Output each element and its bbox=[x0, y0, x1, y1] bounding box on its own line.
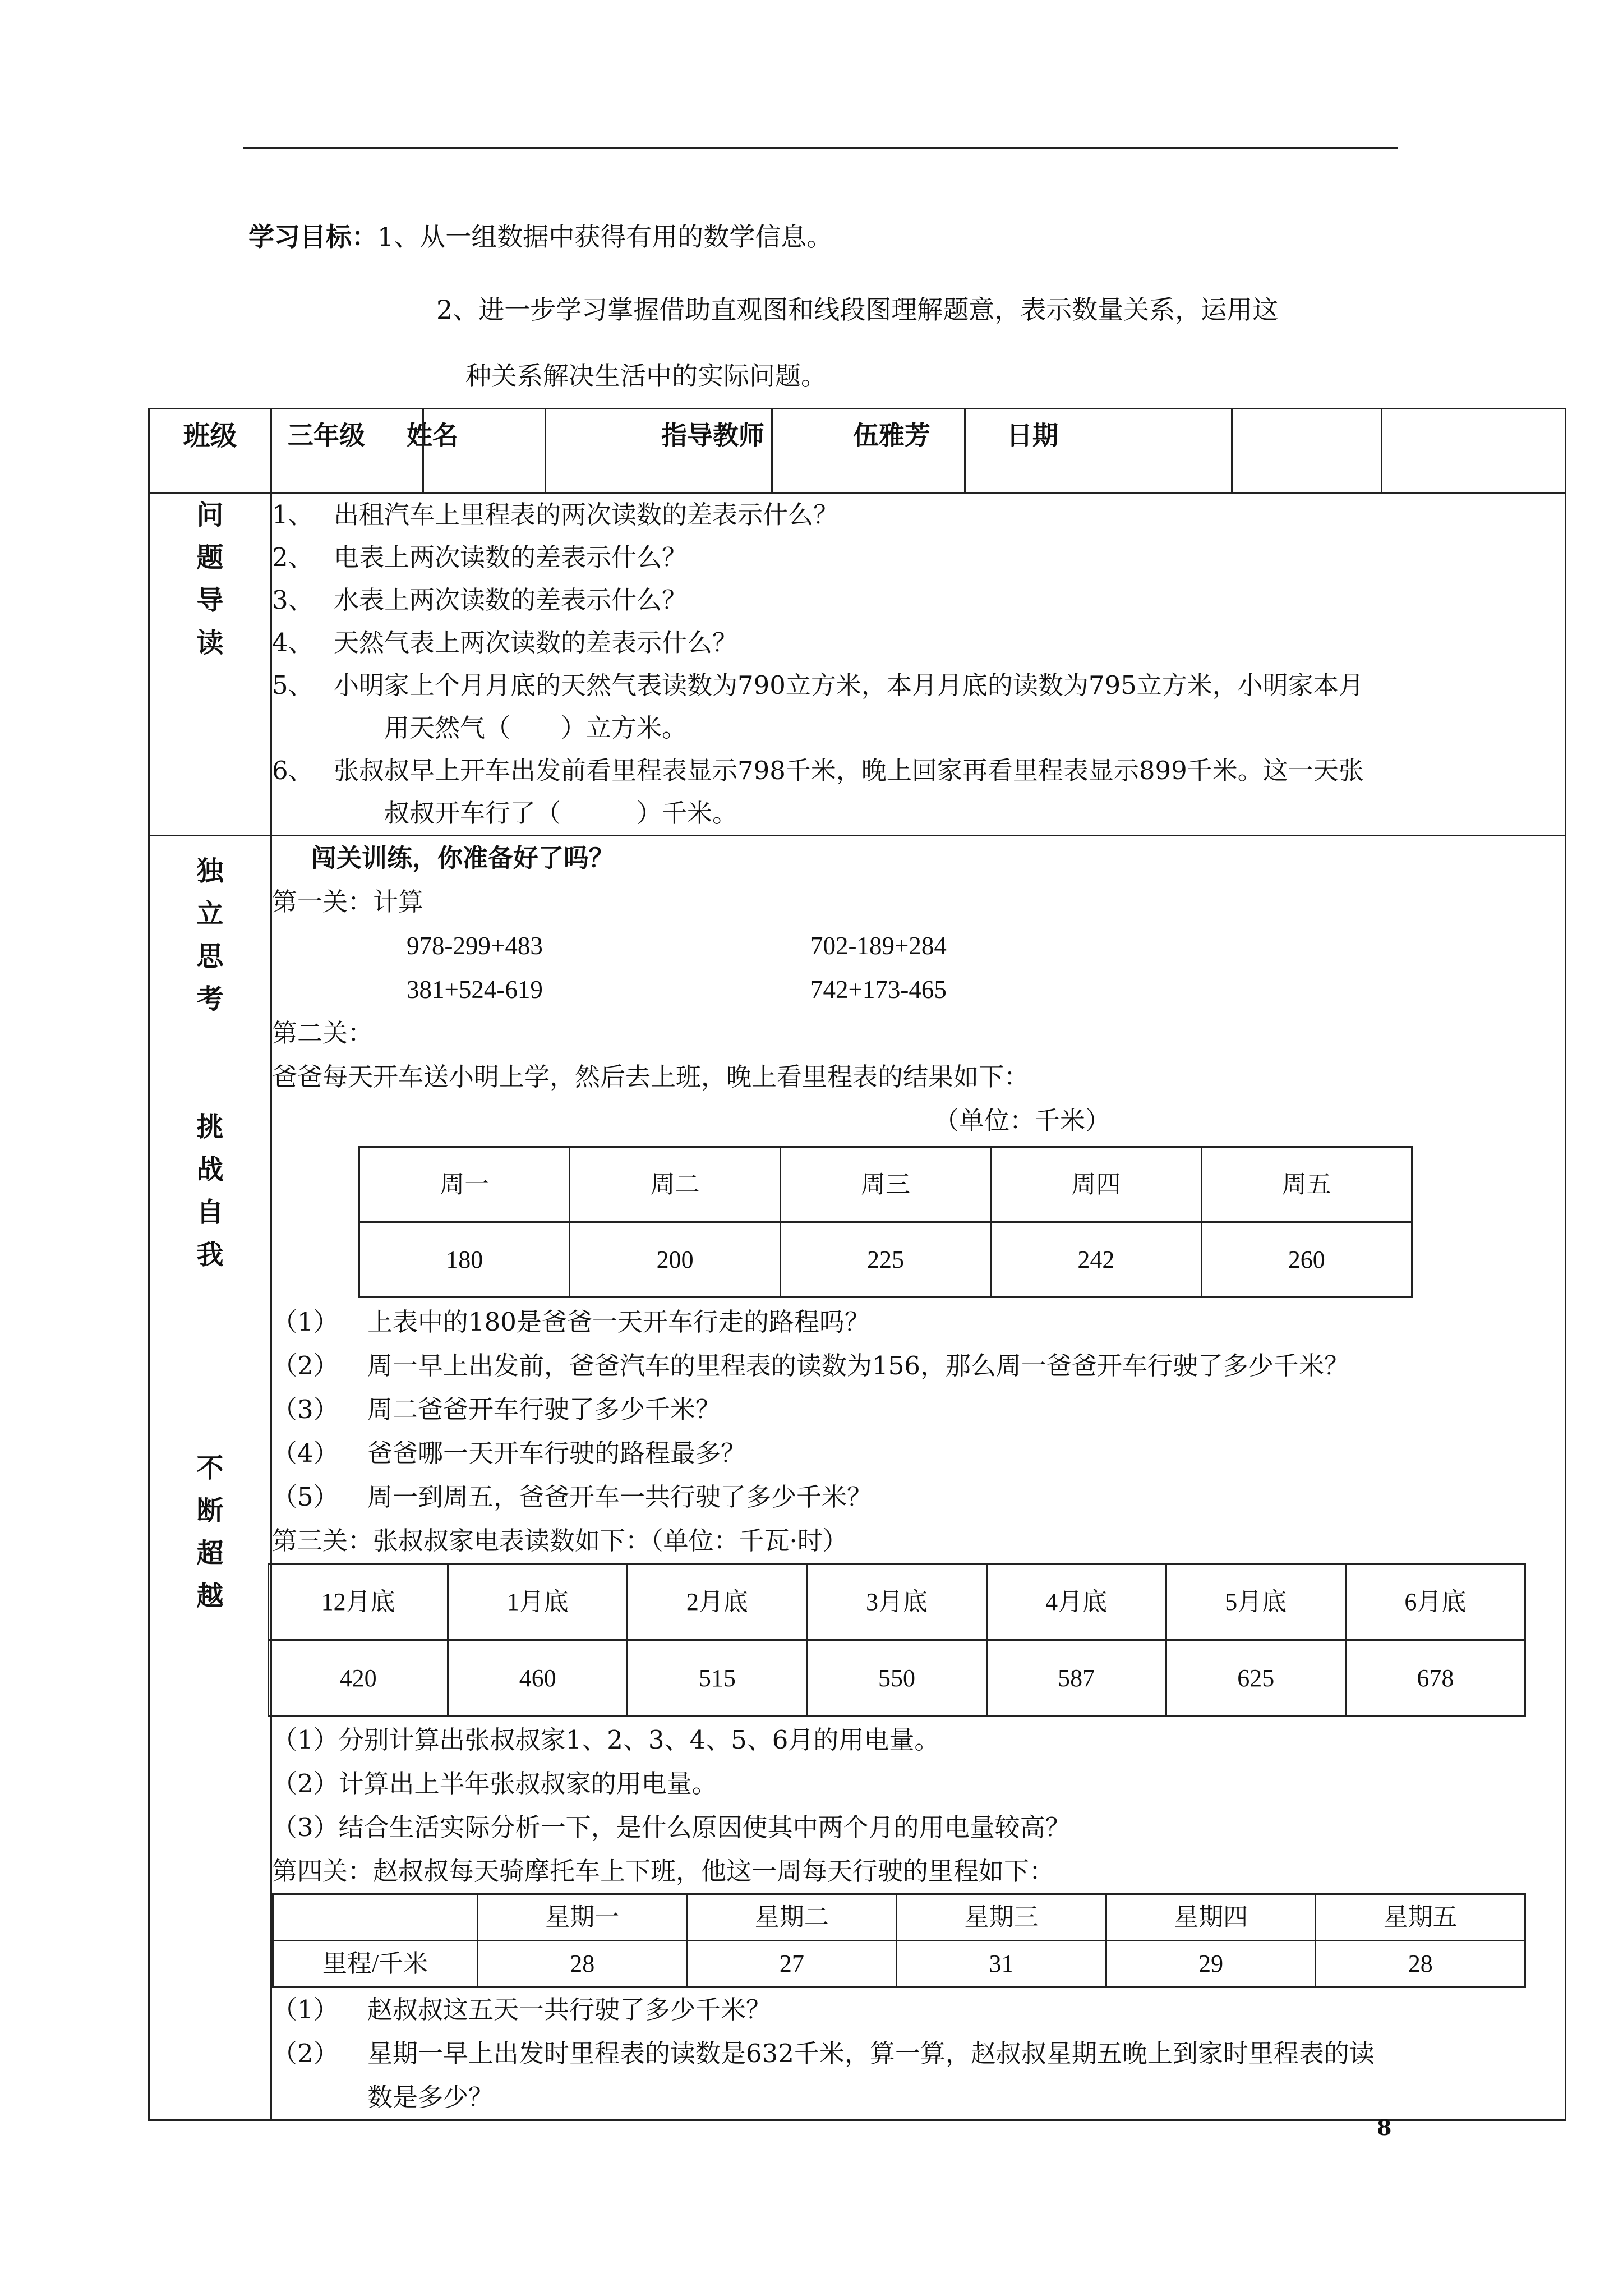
day-header: 周三 bbox=[780, 1147, 990, 1222]
page-number: 8 bbox=[1377, 2115, 1392, 2140]
corner-cell bbox=[273, 1894, 478, 1941]
day-header: 周五 bbox=[1201, 1147, 1412, 1222]
month-header: 6月底 bbox=[1345, 1564, 1525, 1640]
reading-value: 625 bbox=[1166, 1640, 1345, 1717]
reading-value: 587 bbox=[986, 1640, 1166, 1717]
distance-value: 31 bbox=[897, 1941, 1106, 1987]
distance-value: 27 bbox=[687, 1941, 897, 1987]
level4-q2-cont: 数是多少？ bbox=[367, 2082, 494, 2112]
header-info-cell bbox=[271, 409, 1566, 493]
mileage-value: 225 bbox=[780, 1222, 990, 1297]
expr-1: 978-299+483 bbox=[407, 932, 543, 960]
motorbike-table bbox=[272, 1893, 1526, 1988]
level2-q4: （4） 爸爸哪一天开车行驶的路程最多？ bbox=[272, 1438, 746, 1468]
goal-line-3: 种关系解决生活中的实际问题。 bbox=[465, 361, 827, 391]
name-label: 姓名 bbox=[407, 420, 458, 450]
guide-q4: 4、 天然气表上两次读数的差表示什么？ bbox=[272, 628, 738, 657]
practice-content bbox=[271, 836, 1566, 2120]
reading-value: 678 bbox=[1345, 1640, 1525, 1717]
header-rule bbox=[243, 147, 1398, 149]
day-header: 周二 bbox=[570, 1147, 780, 1222]
weekday-header: 星期一 bbox=[478, 1894, 688, 1941]
guide-questions bbox=[271, 493, 1566, 836]
goal-line-1: 学习目标：1、从一组数据中获得有用的数学信息。 bbox=[248, 222, 833, 252]
guide-q3: 3、 水表上两次读数的差表示什么？ bbox=[272, 585, 688, 615]
guide-side-label: 问 题 导 读 bbox=[149, 493, 271, 836]
month-header: 4月底 bbox=[986, 1564, 1166, 1640]
grade: 三年级 bbox=[288, 420, 365, 450]
level2-q2: （2） 周一早上出发前，爸爸汽车的里程表的读数为156，那么周一爸爸开车行驶了多少千米？ bbox=[272, 1351, 1349, 1381]
mileage-value: 242 bbox=[991, 1222, 1201, 1297]
level4-label: 第四关：赵叔叔每天骑摩托车上下班，他这一周每天行驶的里程如下： bbox=[272, 1856, 1055, 1886]
teacher-name: 伍雅芳 bbox=[853, 420, 930, 450]
weekday-header: 星期五 bbox=[1316, 1894, 1525, 1941]
level1-label: 第一关：计算 bbox=[272, 887, 424, 917]
guide-q6: 6、 张叔叔早上开车出发前看里程表显示798千米，晚上回家再看里程表显示899千米。这一天张 bbox=[272, 756, 1364, 785]
row-label: 里程/千米 bbox=[273, 1941, 478, 1987]
level2-q5: （5） 周一到周五，爸爸开车一共行驶了多少千米？ bbox=[272, 1482, 873, 1512]
practice-side-label: 独 立 思 考 挑 战 自 我 不 断 超 越 bbox=[149, 836, 271, 2120]
goal-line-2: 2、进一步学习掌握借助直观图和线段图理解题意，表示数量关系，运用这 bbox=[436, 295, 1279, 325]
level2-label: 第二关： bbox=[272, 1018, 374, 1048]
class-label-cell: 班级 bbox=[149, 409, 271, 493]
mileage-value: 200 bbox=[570, 1222, 780, 1297]
day-header: 周一 bbox=[359, 1147, 570, 1222]
reading-value: 420 bbox=[269, 1640, 448, 1717]
level2-unit: （单位：千米） bbox=[934, 1106, 1111, 1135]
date-label: 日期 bbox=[1007, 420, 1058, 450]
level2-desc: 爸爸每天开车送小明上学，然后去上班，晚上看里程表的结果如下： bbox=[272, 1062, 1030, 1092]
weekday-header: 星期三 bbox=[897, 1894, 1106, 1941]
level3-q2: （2）计算出上半年张叔叔家的用电量。 bbox=[272, 1769, 717, 1798]
level3-label: 第三关：张叔叔家电表读数如下：（单位：千瓦·时） bbox=[272, 1526, 848, 1556]
guide-q6-cont: 叔叔开车行了（ ）千米。 bbox=[384, 798, 738, 828]
practice-row bbox=[149, 836, 1566, 2120]
reading-value: 515 bbox=[628, 1640, 807, 1717]
mileage-value: 260 bbox=[1201, 1222, 1412, 1297]
guide-q5-cont: 用天然气（ ）立方米。 bbox=[384, 713, 688, 743]
level4-q2: （2） 星期一早上出发时里程表的读数是632千米，算一算，赵叔叔星期五晚上到家时里程表的读 bbox=[272, 2039, 1375, 2068]
guide-q1: 1、 出租汽车上里程表的两次读数的差表示什么？ bbox=[272, 500, 839, 530]
expr-2: 702-189+284 bbox=[810, 932, 947, 960]
guide-row bbox=[149, 493, 1566, 836]
mileage-value: 180 bbox=[359, 1222, 570, 1297]
level3-q1: （1）分别计算出张叔叔家1、2、3、4、5、6月的用电量。 bbox=[272, 1725, 940, 1755]
reading-value: 550 bbox=[807, 1640, 986, 1717]
level2-q1: （1） 上表中的180是爸爸一天开车行走的路程吗？ bbox=[272, 1307, 870, 1337]
mileage-table bbox=[358, 1146, 1413, 1298]
expr-3: 381+524-619 bbox=[407, 976, 543, 1004]
month-header: 1月底 bbox=[448, 1564, 628, 1640]
electricity-table bbox=[268, 1563, 1526, 1717]
level1-row1 bbox=[272, 924, 1565, 968]
month-header: 2月底 bbox=[628, 1564, 807, 1640]
practice-title: 闯关训练，你准备好了吗？ bbox=[311, 843, 615, 873]
teacher-label: 指导教师 bbox=[661, 420, 764, 450]
level3-q3: （3）结合生活实际分析一下，是什么原因使其中两个月的用电量较高？ bbox=[272, 1812, 1071, 1842]
guide-q2: 2、 电表上两次读数的差表示什么？ bbox=[272, 542, 688, 572]
expr-4: 742+173-465 bbox=[810, 976, 947, 1004]
month-header: 12月底 bbox=[269, 1564, 448, 1640]
goals-label: 学习目标： bbox=[248, 222, 377, 252]
weekday-header: 星期四 bbox=[1106, 1894, 1316, 1941]
guide-q5: 5、 小明家上个月月底的天然气表读数为790立方米，本月月底的读数为795立方米，小明家本月 bbox=[272, 670, 1364, 700]
worksheet-table bbox=[148, 408, 1566, 2121]
level1-row2 bbox=[272, 968, 1565, 1011]
level2-q3: （3） 周二爸爸开车行驶了多少千米？ bbox=[272, 1395, 721, 1424]
weekday-header: 星期二 bbox=[687, 1894, 897, 1941]
distance-value: 28 bbox=[478, 1941, 688, 1987]
month-header: 3月底 bbox=[807, 1564, 986, 1640]
reading-value: 460 bbox=[448, 1640, 628, 1717]
distance-value: 29 bbox=[1106, 1941, 1316, 1987]
month-header: 5月底 bbox=[1166, 1564, 1345, 1640]
header-row bbox=[149, 409, 1566, 493]
level4-q1: （1） 赵叔叔这五天一共行驶了多少千米？ bbox=[272, 1995, 772, 2024]
day-header: 周四 bbox=[991, 1147, 1201, 1222]
distance-value: 28 bbox=[1316, 1941, 1525, 1987]
